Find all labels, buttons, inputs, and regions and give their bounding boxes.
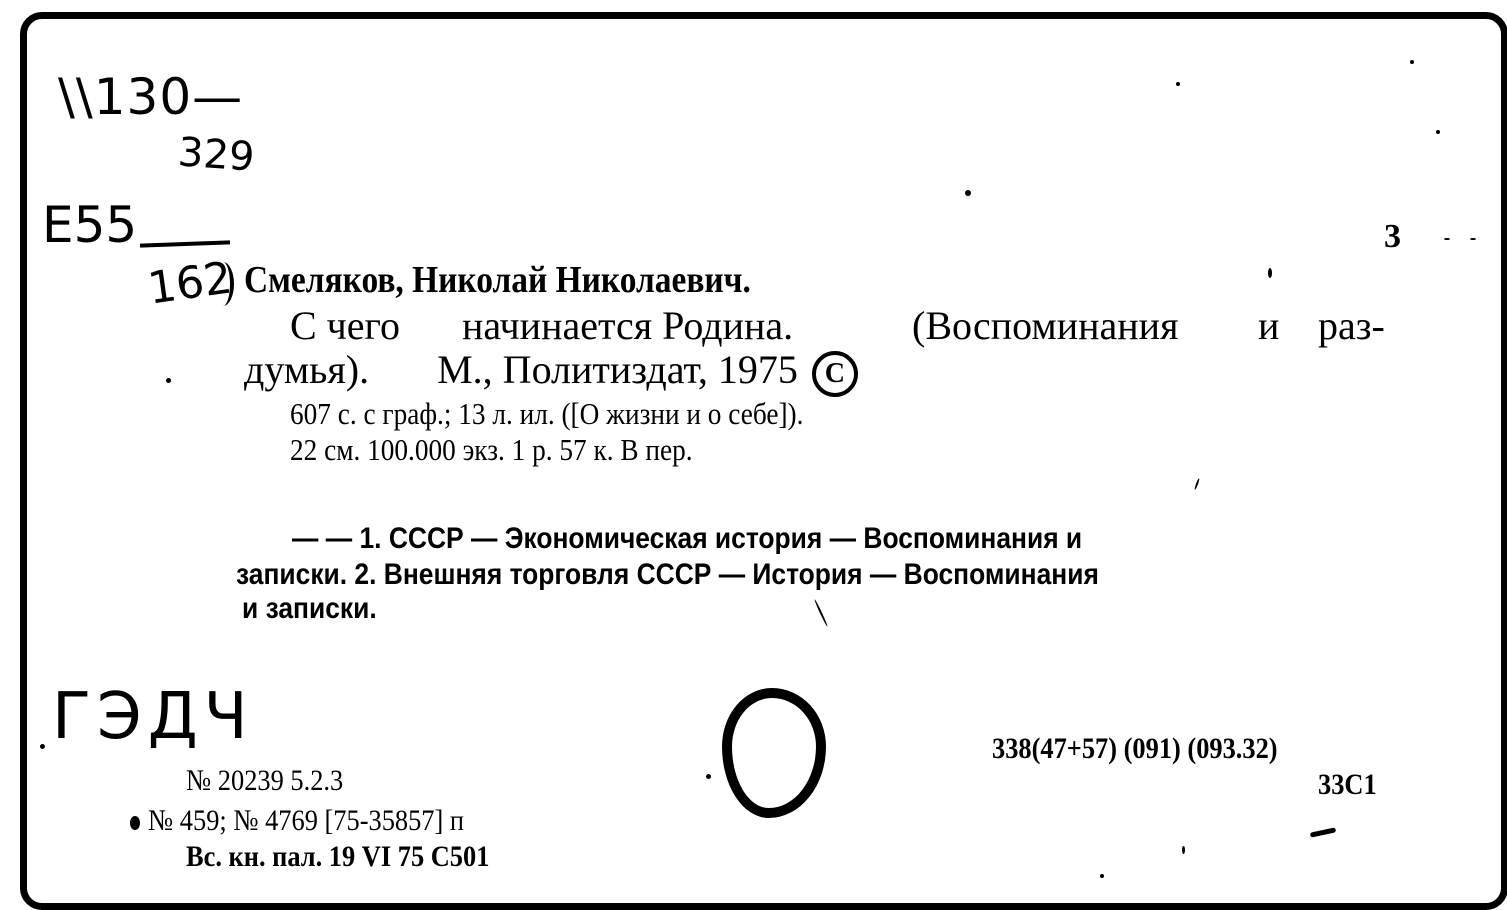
handwritten-stamp: ГЭДЧ: [52, 680, 254, 754]
subjects-line-2: [236, 558, 1217, 592]
title-line-2-start: думья).: [244, 347, 370, 392]
order-line-2-text: № 459; № 4769 [75-35857] п: [148, 804, 465, 837]
order-line-2: [130, 804, 507, 838]
scan-speck: [1470, 238, 1476, 240]
scan-speck: [166, 378, 171, 383]
udc-code-text: 338(47+57) (091) (093.32): [992, 732, 1278, 765]
handwritten-code-bottom: 329: [176, 129, 256, 181]
bullet-mark: [130, 816, 140, 830]
author-name: Смеляков, Николай Николаевич.: [244, 259, 751, 301]
title-part-4: и: [1258, 303, 1280, 348]
card-number: 3: [1384, 218, 1401, 255]
scan-speck: [40, 744, 45, 749]
order-number: [186, 764, 365, 798]
scan-speck: [1444, 238, 1450, 240]
title-line-2: [244, 346, 858, 397]
handwritten-bracket: [212, 262, 234, 306]
scan-speck: [1436, 130, 1440, 134]
order-number-text: № 20239 5.2.3: [186, 764, 344, 797]
title-part-1: С чего: [290, 303, 400, 348]
scan-speck: [706, 774, 711, 779]
copyright-icon: C: [812, 351, 858, 397]
edition-info-text: 22 см. 100.000 экз. 1 р. 57 к. В пер.: [290, 432, 693, 467]
subjects-line-1: [292, 522, 1190, 556]
title-part-5: раз-: [1318, 303, 1385, 348]
udc-code: [992, 732, 1317, 766]
subjects-line-3-text: и записки.: [242, 592, 377, 625]
title-part-2: начинается Родина.: [462, 303, 794, 348]
book-chamber: [186, 840, 531, 874]
edition-info: [290, 432, 747, 468]
handwritten-code-top: \\130—: [58, 68, 244, 126]
bbk-code: [1318, 768, 1385, 802]
subjects-line-1-text: — — 1. СССР — Экономическая история — Воспоминания и: [292, 522, 1083, 555]
title-part-3: (Воспоминания: [912, 303, 1179, 348]
handwritten-shelf-mark: Е55: [42, 196, 138, 254]
scan-speck: [1100, 874, 1104, 878]
physical-description: [290, 396, 873, 432]
scan-speck: [1268, 268, 1272, 278]
scan-speck: [965, 190, 971, 196]
book-chamber-text: Вс. кн. пал. 19 VI 75 С501: [186, 840, 490, 873]
handwritten-number: 162: [144, 252, 236, 315]
bbk-code-text: 33С1: [1318, 768, 1377, 801]
scan-speck: [1410, 60, 1414, 64]
subjects-line-2-text: записки. 2. Внешняя торговля СССР — История — Воспоминания: [236, 558, 1099, 591]
subjects-line-3: [242, 592, 395, 626]
scan-speck: [1182, 846, 1185, 854]
scan-speck: [1176, 82, 1180, 86]
publisher-imprint: М., Политиздат, 1975: [437, 347, 798, 392]
author-heading: [244, 258, 820, 302]
physical-description-text: 607 с. с граф.; 13 л. ил. ([О жизни и о себе]).: [290, 396, 804, 431]
